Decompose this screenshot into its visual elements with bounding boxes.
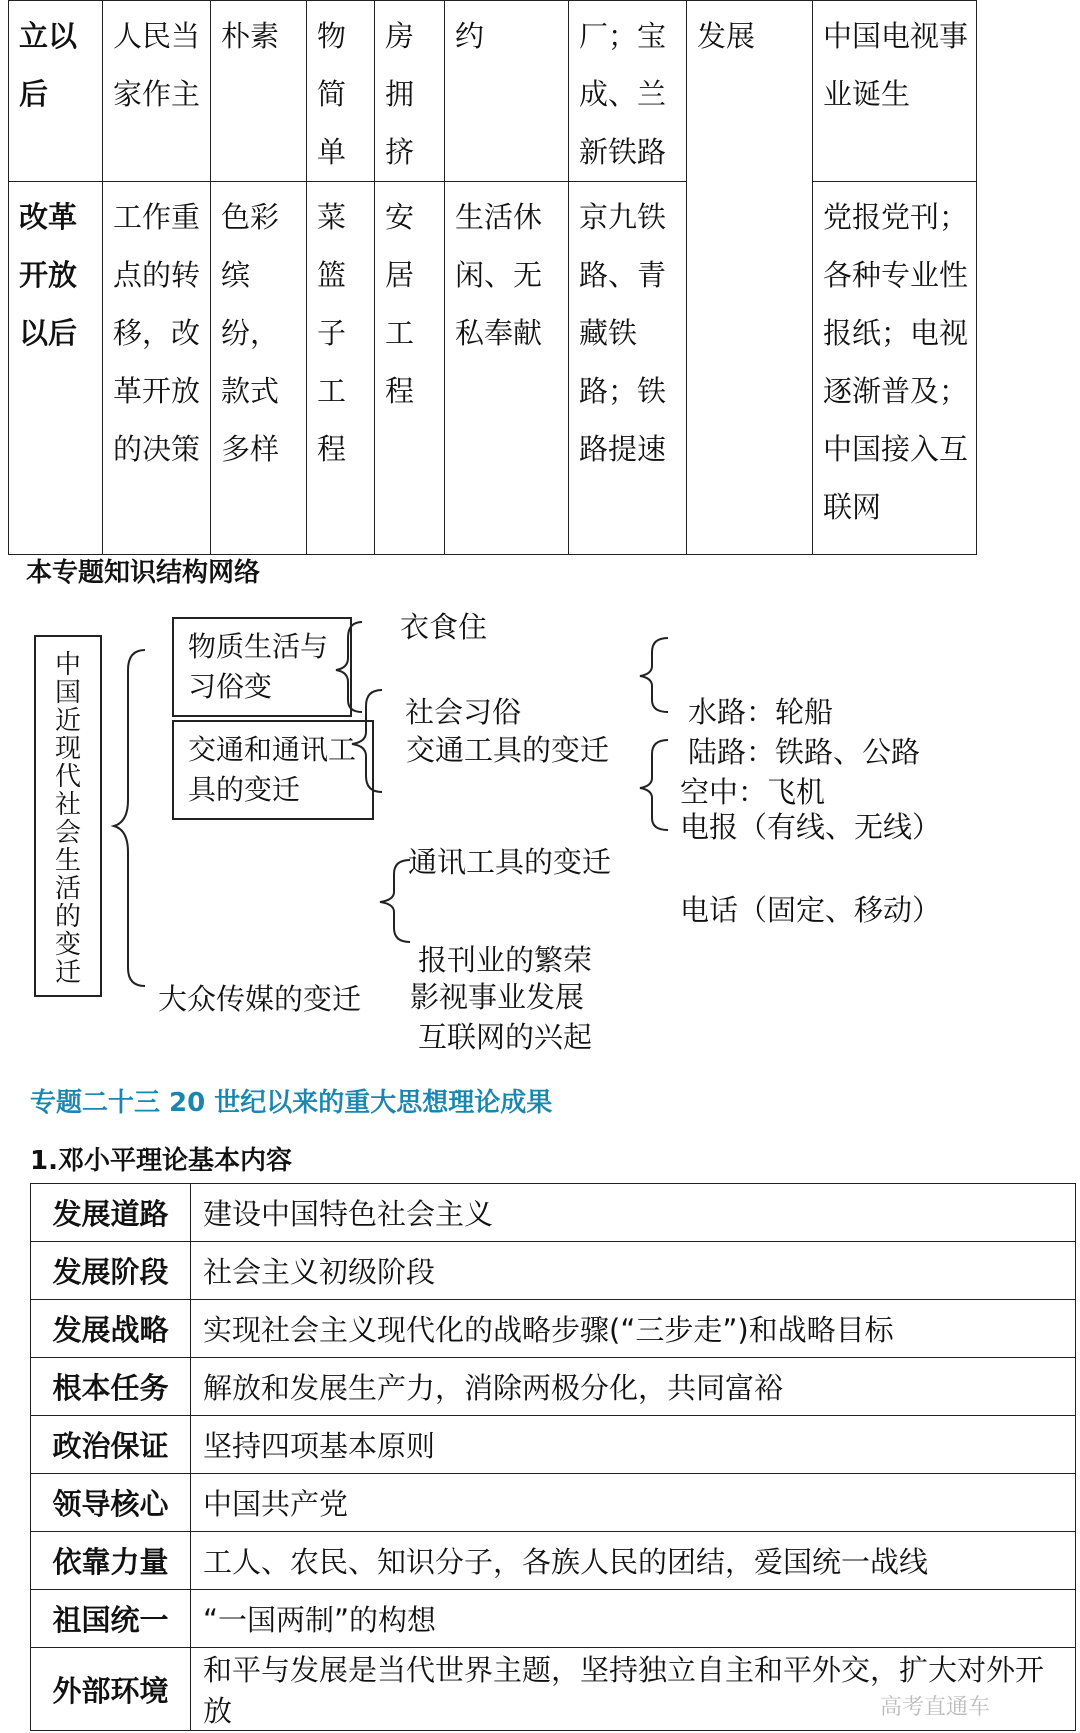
material-label: 物质生活与习俗变 xyxy=(188,630,329,703)
deng-theory-table xyxy=(30,1183,1076,1731)
value-cell: 实现社会主义现代化的战略步骤(“三步走”)和战略目标 xyxy=(191,1300,1076,1358)
value-cell: 坚持四项基本原则 xyxy=(191,1416,1076,1474)
material-box xyxy=(172,617,352,717)
politics-cell: 工作重点的转移，改革开放的决策 xyxy=(103,182,211,555)
table-row xyxy=(31,1184,1076,1242)
table-row xyxy=(31,1242,1076,1300)
transport-brace xyxy=(640,638,668,712)
material-item: 社会习俗 xyxy=(405,695,522,729)
housing-cell: 安居工程 xyxy=(375,182,445,555)
media-cell: 党报党刊；各种专业性报纸；电视逐渐普及；中国接入互联网 xyxy=(813,182,977,555)
key-cell: 外部环境 xyxy=(31,1648,191,1731)
traffic-box xyxy=(172,720,374,820)
value-cell: 中国共产党 xyxy=(191,1474,1076,1532)
food-cell: 物简单 xyxy=(307,1,375,182)
media-node: 大众传媒的变迁 xyxy=(158,982,362,1016)
era-cell: 改革开放以后 xyxy=(9,182,103,555)
custom-cell: 约 xyxy=(445,1,569,182)
transport-node: 交通工具的变迁 xyxy=(406,733,610,767)
key-cell: 发展战略 xyxy=(31,1300,191,1358)
traffic-label: 交通和通讯工具的变迁 xyxy=(188,733,357,806)
deng-heading: 1.邓小平理论基本内容 xyxy=(30,1146,292,1176)
communication-item: 电话（固定、移动） xyxy=(680,893,942,927)
communication-cell: 发展 xyxy=(687,1,813,555)
clothing-cell: 朴素 xyxy=(211,1,307,182)
key-cell: 发展道路 xyxy=(31,1184,191,1242)
material-item: 衣食住 xyxy=(400,610,488,644)
food-cell: 菜篮子工程 xyxy=(307,182,375,555)
social-life-table xyxy=(8,0,977,555)
transport-cell: 京九铁路、青藏铁路；铁路提速 xyxy=(569,182,687,555)
root-label: 中国近现代社会生活的变迁 xyxy=(54,650,81,988)
communication-node: 通讯工具的变迁 xyxy=(408,845,612,879)
value-cell: 建设中国特色社会主义 xyxy=(191,1184,1076,1242)
housing-cell: 房拥挤 xyxy=(375,1,445,182)
table-row xyxy=(31,1474,1076,1532)
key-cell: 领导核心 xyxy=(31,1474,191,1532)
media-brace xyxy=(380,860,410,942)
media-item: 报刊业的繁荣 xyxy=(418,943,593,977)
key-cell: 依靠力量 xyxy=(31,1532,191,1590)
table-row xyxy=(9,182,977,555)
root-box xyxy=(34,635,102,997)
media-item: 影视事业发展 xyxy=(410,980,585,1014)
table-row xyxy=(31,1532,1076,1590)
watermark: 高考直通车 xyxy=(880,1695,991,1720)
media-cell: 中国电视事业诞生 xyxy=(813,1,977,182)
table-row xyxy=(31,1590,1076,1648)
transport-item: 陆路：铁路、公路 xyxy=(688,735,921,769)
clothing-cell: 色彩缤纷，款式多样 xyxy=(211,182,307,555)
value-cell: “一国两制”的构想 xyxy=(191,1590,1076,1648)
transport-item: 空中：飞机 xyxy=(680,775,826,809)
communication-item: 电报（有线、无线） xyxy=(680,810,942,844)
key-cell: 发展阶段 xyxy=(31,1242,191,1300)
transport-item: 水路：轮船 xyxy=(688,695,834,729)
value-cell: 社会主义初级阶段 xyxy=(191,1242,1076,1300)
transport-cell: 厂；宝成、兰新铁路 xyxy=(569,1,687,182)
table-row xyxy=(9,1,977,182)
table-row xyxy=(31,1358,1076,1416)
value-cell: 解放和发展生产力，消除两极分化，共同富裕 xyxy=(191,1358,1076,1416)
value-cell: 工人、农民、知识分子，各族人民的团结，爱国统一战线 xyxy=(191,1532,1076,1590)
table-row xyxy=(31,1300,1076,1358)
key-cell: 政治保证 xyxy=(31,1416,191,1474)
table-row xyxy=(31,1416,1076,1474)
value-cell: 和平与发展是当代世界主题，坚持独立自主和平外交，扩大对外开放 xyxy=(191,1648,1076,1731)
era-cell: 立以后 xyxy=(9,1,103,182)
root-brace xyxy=(114,650,145,986)
media-item: 互联网的兴起 xyxy=(418,1020,593,1054)
politics-cell: 人民当家作主 xyxy=(103,1,211,182)
knowledge-structure-diagram xyxy=(0,600,1080,1060)
key-cell: 祖国统一 xyxy=(31,1590,191,1648)
structure-heading: 本专题知识结构网络 xyxy=(26,558,261,588)
key-cell: 根本任务 xyxy=(31,1358,191,1416)
topic-heading: 专题二十三 20 世纪以来的重大思想理论成果 xyxy=(30,1088,553,1118)
communication-brace xyxy=(640,740,668,830)
custom-cell: 生活休闲、无私奉献 xyxy=(445,182,569,555)
